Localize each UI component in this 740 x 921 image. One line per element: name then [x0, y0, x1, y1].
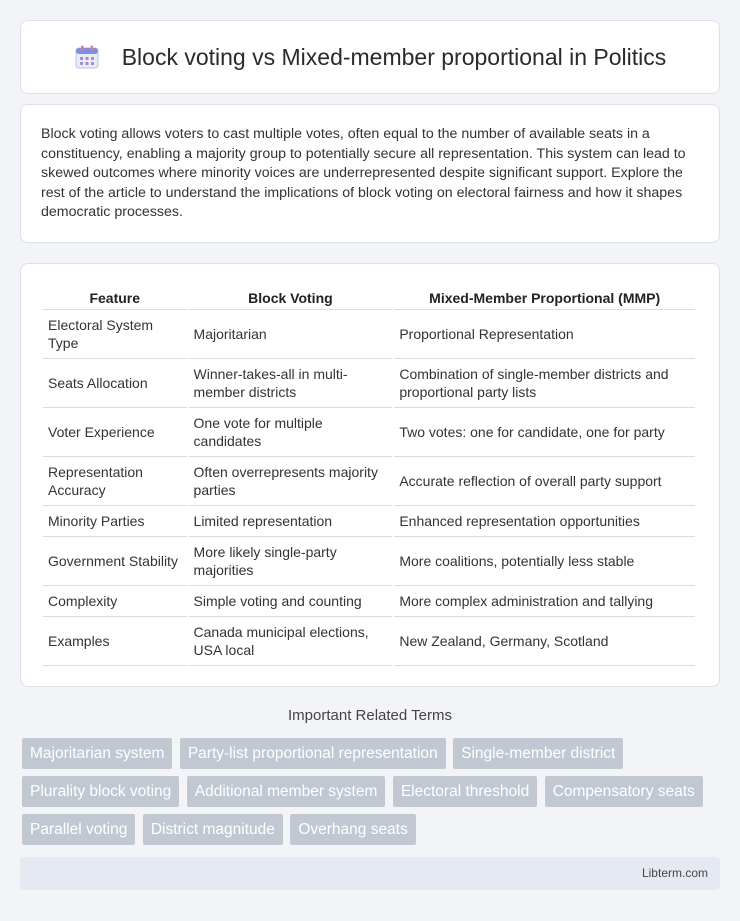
table-cell: Government Stability [43, 537, 187, 586]
table-cell: Representation Accuracy [43, 457, 187, 506]
table-cell: Majoritarian [189, 310, 393, 359]
table-row [43, 586, 695, 617]
table-row [43, 310, 695, 359]
table-cell: Minority Parties [43, 506, 187, 537]
table-cell: Seats Allocation [43, 359, 187, 408]
table-row [43, 457, 695, 506]
term-tag[interactable]: Additional member system [187, 776, 386, 807]
footer [20, 857, 720, 890]
table-cell: Voter Experience [43, 408, 187, 457]
table-cell: Combination of single-member districts and proportional party lists [394, 359, 695, 408]
term-tag[interactable]: Party-list proportional representation [180, 738, 446, 769]
term-tag[interactable]: Plurality block voting [22, 776, 179, 807]
intro-text: Block voting allows voters to cast multiple votes, often equal to the number of available seats in a constituency, enabling a majority group to potentially secure all representation. This system can lead to skewed outcomes where minority voices are underrepresented despite significant support. Explore the rest of the article to understand the implications of block voting on electoral fairness and how it shapes democratic processes. [41, 126, 686, 220]
related-terms-title: Important Related Terms [288, 707, 452, 724]
table-cell: Winner-takes-all in multi-member districts [189, 359, 393, 408]
table-cell: One vote for multiple candidates [189, 408, 393, 457]
term-tag[interactable]: District magnitude [143, 814, 283, 845]
table-cell: Often overrepresents majority parties [189, 457, 393, 506]
table-row [43, 617, 695, 666]
table-cell: Enhanced representation opportunities [394, 506, 695, 537]
table-cell: Complexity [43, 586, 187, 617]
table-cell: Proportional Representation [394, 310, 695, 359]
term-tag[interactable]: Overhang seats [290, 814, 415, 845]
table-cell: More complex administration and tallying [394, 586, 695, 617]
table-cell: Examples [43, 617, 187, 666]
column-header-mmp: Mixed-Member Proportional (MMP) [394, 284, 695, 310]
related-terms-list [22, 738, 722, 852]
table-cell: More likely single-party majorities [189, 537, 393, 586]
term-tag[interactable]: Majoritarian system [22, 738, 172, 769]
table-cell: More coalitions, potentially less stable [394, 537, 695, 586]
term-tag[interactable]: Single-member district [453, 738, 623, 769]
table-cell: Electoral System Type [43, 310, 187, 359]
column-header-feature: Feature [43, 284, 187, 310]
term-tag[interactable]: Electoral threshold [393, 776, 537, 807]
page-title: Block voting vs Mixed-member proportional in Politics [121, 43, 667, 70]
page-header [20, 20, 720, 94]
table-cell: Two votes: one for candidate, one for party [394, 408, 695, 457]
table-cell: Simple voting and counting [189, 586, 393, 617]
comparison-table [41, 284, 697, 666]
term-tag[interactable]: Parallel voting [22, 814, 135, 845]
table-cell: New Zealand, Germany, Scotland [394, 617, 695, 666]
intro-card [20, 104, 720, 243]
table-header-row [43, 284, 695, 310]
table-cell: Canada municipal elections, USA local [189, 617, 393, 666]
comparison-card [20, 263, 720, 687]
table-row [43, 537, 695, 586]
footer-site-link[interactable]: Libterm.com [641, 866, 708, 880]
table-cell: Limited representation [189, 506, 393, 537]
calendar-icon [74, 44, 100, 70]
table-row [43, 408, 695, 457]
table-cell: Accurate reflection of overall party support [394, 457, 695, 506]
term-tag[interactable]: Compensatory seats [545, 776, 703, 807]
column-header-block-voting: Block Voting [189, 284, 393, 310]
table-row [43, 506, 695, 537]
table-row [43, 359, 695, 408]
